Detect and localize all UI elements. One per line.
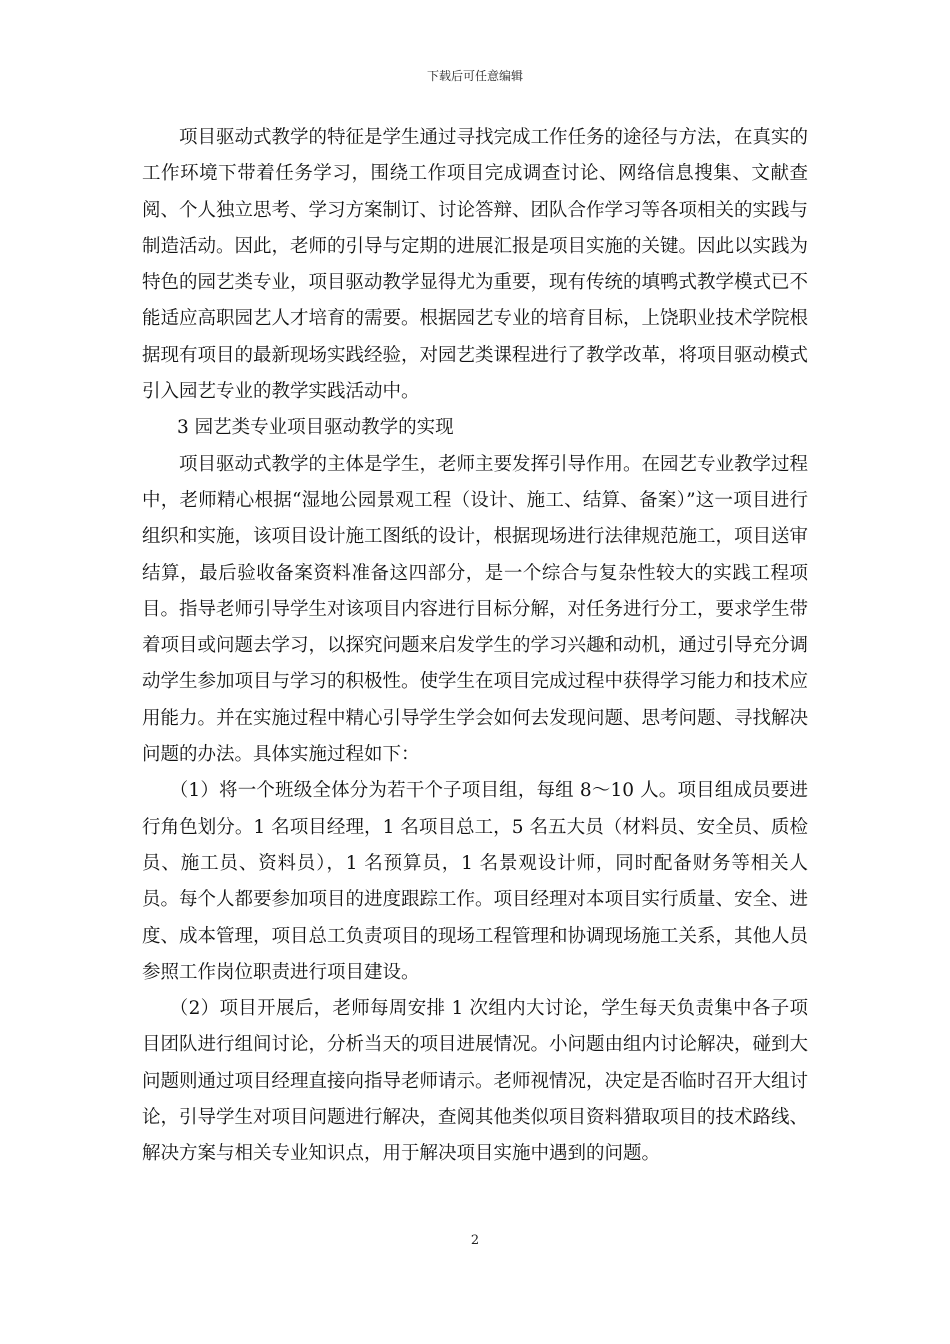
paragraph-project-driven-features: 项目驱动式教学的特征是学生通过寻找完成工作任务的途径与方法，在真实的工作环境下带着任务学习，围绕工作项目完成调查讨论、网络信息搜集、文献查阅、个人独立思考、学习方案制订、讨论答辩、团队合作学习等各项相关的实践与制造活动。因此，老师的引导与定期的进展汇报是项目实施的关键。因此以实践为特色的园艺类专业，项目驱动教学显得尤为重要，现有传统的填鸭式教学模式已不能适应高职园艺人才培育的需要。根据园艺专业的培育目标，上饶职业技术学院根据现有项目的最新现场实践经验，对园艺类课程进行了教学改革，将项目驱动模式引入园艺专业的教学实践活动中。: [142, 127, 809, 403]
document-body: [142, 120, 808, 1173]
page-header-note: 下载后可任意编辑: [426, 69, 523, 83]
list-item-2-discussions: （2）项目开展后，老师每周安排 1 次组内大讨论，学生每天负责集中各子项目团队进行组间讨论，分析当天的项目进展情况。小问题由组内讨论解决，碰到大问题则通过项目经理直接向指导老师请示。老师视情况，决定是否临时召开大组讨论，引导学生对项目问题进行解决，查阅其他类似项目资料猎取项目的技术路线、解决方案与相关专业知识点，用于解决项目实施中遇到的问题。: [142, 998, 809, 1165]
list-item-1-group-division: （1）将一个班级全体分为若干个子项目组，每组 8～10 人。项目组成员要进行角色划分。1 名项目经理，1 名项目总工，5 名五大员（材料员、安全员、质检员、施工员、资料员），1 名预算员，1 名景观设计师，同时配备财务等相关人员。每个人都要参加项目的进度跟踪工作。项目经理对本项目实行质量、安全、进度、成本管理，项目总工负责项目的现场工程管理和协调现场施工关系，其他人员参照工作岗位职责进行项目建设。: [142, 780, 809, 983]
section-heading-3: 3 园艺类专业项目驱动教学的实现: [177, 417, 454, 439]
page-number: 2: [470, 1233, 480, 1248]
paragraph-teaching-implementation: 项目驱动式教学的主体是学生，老师主要发挥引导作用。在园艺专业教学过程中，老师精心根据“湿地公园景观工程（设计、施工、结算、备案）”这一项目进行组织和实施，该项目设计施工图纸的设计，根据现场进行法律规范施工，项目送审结算，最后验收备案资料准备这四部分，是一个综合与复杂性较大的实践工程项目。指导老师引导学生对该项目内容进行目标分解，对任务进行分工，要求学生带着项目或问题去学习，以探究问题来启发学生的学习兴趣和动机，通过引导充分调动学生参加项目与学习的积极性。使学生在项目完成过程中获得学习能力和技术应用能力。并在实施过程中精心引导学生学会如何去发现问题、思考问题、寻找解决问题的办法。具体实施过程如下：: [142, 453, 809, 766]
